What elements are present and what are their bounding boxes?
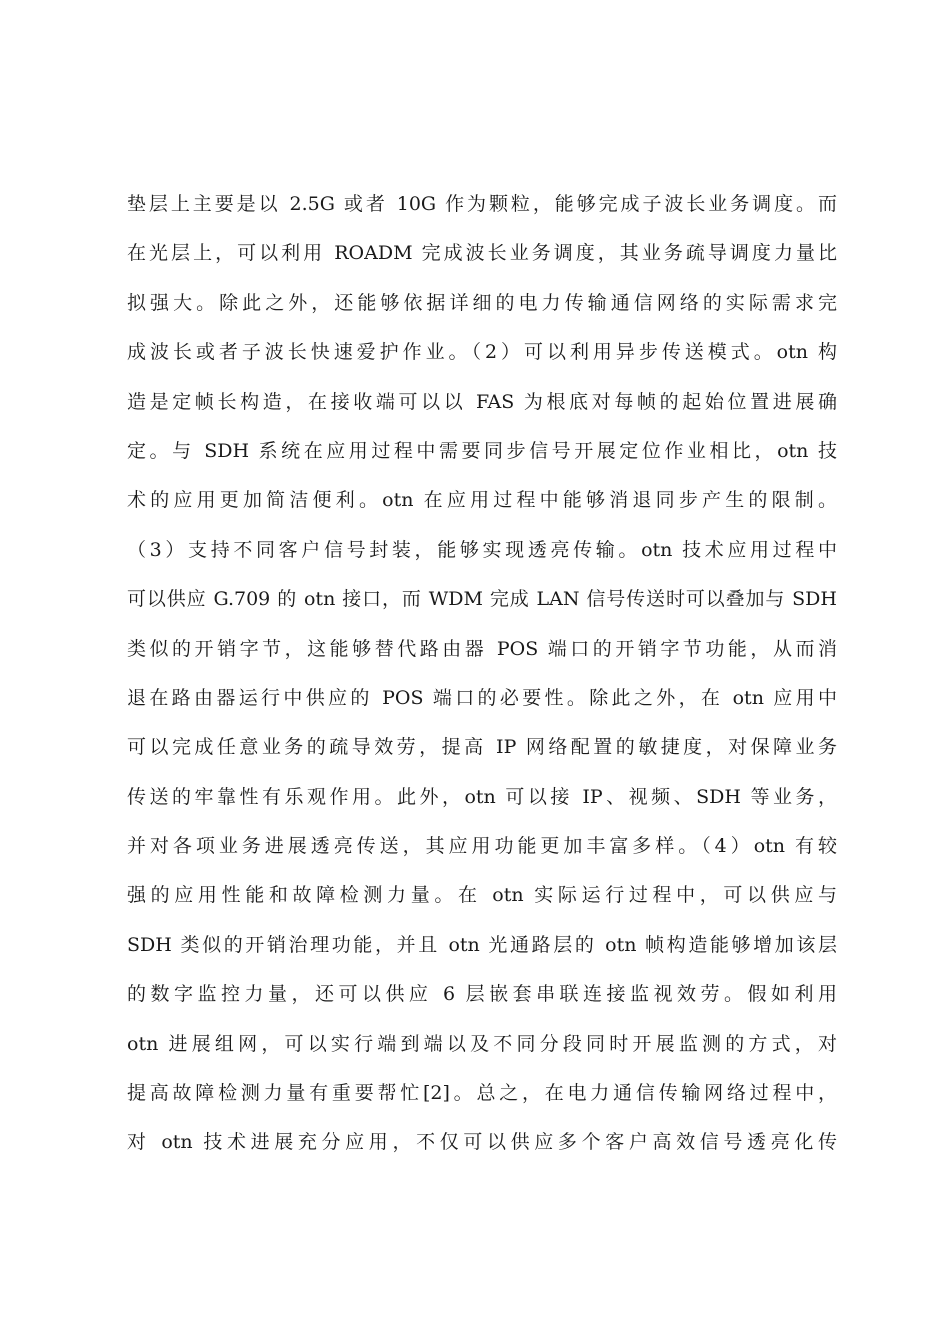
text-line: 可以完成任意业务的疏导效劳，提高 IP 网络配置的敏捷度，对保障业务 — [127, 736, 837, 759]
text-line: 的数字监控力量，还可以供应 6 层嵌套串联连接监视效劳。假如利用 — [127, 983, 837, 1006]
text-line: 拟强大。除此之外，还能够依据详细的电力传输通信网络的实际需求完 — [127, 291, 837, 314]
text-line: 造是定帧长构造，在接收端可以以 FAS 为根底对每帧的起始位置进展确 — [127, 390, 837, 413]
text-line: 类似的开销字节，这能够替代路由器 POS 端口的开销字节功能，从而消 — [127, 637, 837, 660]
text-line: 成波长或者子波长快速爱护作业。（2）可以利用异步传送模式。otn 构 — [127, 341, 837, 364]
text-line: 定。与 SDH 系统在应用过程中需要同步信号开展定位作业相比，otn 技 — [127, 439, 837, 462]
text-line: 强的应用性能和故障检测力量。在 otn 实际运行过程中，可以供应与 — [127, 884, 837, 907]
text-line: 对 otn 技术进展充分应用，不仅可以供应多个客户高效信号透亮化传 — [127, 1131, 837, 1154]
text-line: 术的应用更加简洁便利。otn 在应用过程中能够消退同步产生的限制。 — [127, 489, 837, 512]
text-line: 传送的牢靠性有乐观作用。此外，otn 可以接 IP、视频、SDH 等业务， — [127, 785, 837, 808]
text-line: 可以供应 G.709 的 otn 接口，而 WDM 完成 LAN 信号传送时可以叠加与 SDH — [127, 588, 837, 611]
text-line: 在光层上，可以利用 ROADM 完成波长业务调度，其业务疏导调度力量比 — [127, 242, 837, 265]
text-line: 垫层上主要是以 2.5G 或者 10G 作为颗粒，能够完成子波长业务调度。而 — [127, 193, 837, 215]
body-paragraph — [127, 184, 837, 1172]
text-line: 并对各项业务进展透亮传送，其应用功能更加丰富多样。（4）otn 有较 — [127, 835, 837, 858]
text-line: 退在路由器运行中供应的 POS 端口的必要性。除此之外，在 otn 应用中 — [127, 686, 837, 709]
text-line: （3）支持不同客户信号封装，能够实现透亮传输。otn 技术应用过程中 — [127, 538, 837, 561]
text-line: SDH 类似的开销治理功能，并且 otn 光通路层的 otn 帧构造能够增加该层 — [127, 933, 837, 956]
text-line: otn 进展组网，可以实行端到端以及不同分段同时开展监测的方式，对 — [127, 1032, 837, 1055]
text-line: 提高故障检测力量有重要帮忙[2]。总之，在电力通信传输网络过程中， — [127, 1082, 837, 1105]
